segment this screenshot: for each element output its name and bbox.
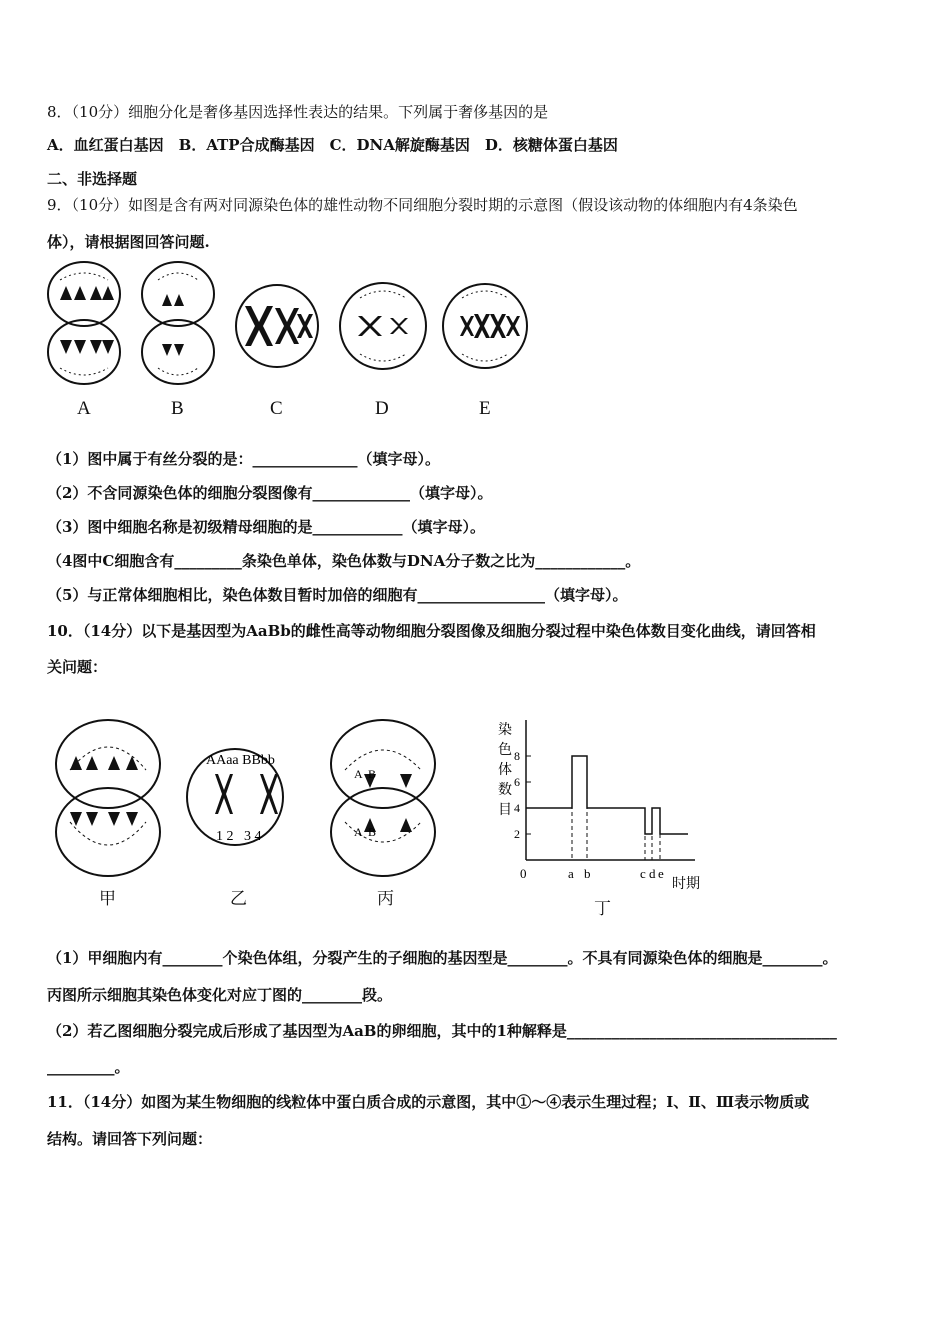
q8-stem: 8．（10分）细胞分化是奢侈基因选择性表达的结果。下列属于奢侈基因的是 (47, 103, 549, 121)
chart-x-label: d (649, 866, 656, 881)
q9-sub2: （2）不含同源染色体的细胞分裂图像有_____________（填字母）。 (47, 484, 493, 502)
q10-sub2-line1: （2）若乙图细胞分裂完成后形成了基因型为AaB的卵细胞，其中的1种解释是____________________________________ (47, 1022, 837, 1040)
q8-options: A．血红蛋白基因 B．ATP合成酶基因 C．DNA解旋酶基因 D．核糖体蛋白基因 (47, 136, 618, 154)
q10-fig-label-yi: 乙 (230, 889, 247, 908)
q11-stem-line2: 结构。请回答下列问题： (47, 1130, 213, 1148)
q9-sub1: （1）图中属于有丝分裂的是：______________（填字母）。 (47, 450, 440, 468)
q10-stem-line1: 10．（14分）以下是基因型为AaBb的雌性高等动物细胞分裂图像及细胞分裂过程中染色体数目变化曲线，请回答相 (47, 622, 816, 640)
chart-x-title: 时期 (672, 876, 700, 892)
q10-sub1-line1: （1）甲细胞内有________个染色体组，分裂产生的子细胞的基因型是________。不具有同源染色体的细胞是________。 (47, 949, 838, 967)
q10-chromosome-chart (490, 712, 720, 897)
q9-sub5: （5）与正常体细胞相比，染色体数目暂时加倍的细胞有_________________（填字母）。 (47, 586, 628, 604)
q9-fig-label-c: C (270, 398, 283, 419)
chart-x-label: e (658, 866, 664, 881)
chart-x-label: c (640, 866, 646, 881)
q10-cell-figure (50, 712, 450, 882)
q9-sub3: （3）图中细胞名称是初级精母细胞的是____________（填字母）。 (47, 518, 485, 536)
chart-y-tick-label: 4 (514, 801, 520, 815)
q9-fig-label-b: B (171, 398, 184, 419)
svg-text:体: 体 (498, 762, 512, 778)
chart-series-line (526, 756, 688, 834)
chart-y-tick-label: 8 (514, 749, 520, 763)
q10-fig-label-bing: 丙 (377, 889, 394, 908)
q10-sub1-line2: 丙图所示细胞其染色体变化对应丁图的________段。 (47, 986, 393, 1004)
q9-sub4: （4图中C细胞含有_________条染色单体，染色体数与DNA分子数之比为____________。 (47, 552, 641, 570)
q10-fig-label-jia: 甲 (99, 889, 116, 908)
chart-x-label: a (568, 866, 574, 881)
q10-bing-bottom: A B (354, 825, 377, 839)
q9-fig-label-e: E (479, 398, 491, 419)
chart-x-label: 0 (520, 866, 527, 881)
q10-bing-top: A B (354, 767, 377, 781)
q10-yi-numbers: 1 2 3 4 (216, 829, 262, 844)
q10-yi-genes: AAaa BBbb (206, 753, 275, 768)
q10-sub2-line2: _________。 (47, 1058, 130, 1076)
q9-fig-label-d: D (375, 398, 389, 419)
chart-y-tick-label: 2 (514, 827, 520, 841)
q9-cell-figure (40, 258, 540, 398)
svg-text:染: 染 (498, 722, 512, 738)
svg-text:色: 色 (498, 742, 512, 758)
chart-x-label: b (584, 866, 591, 881)
chart-ylabel (498, 721, 512, 818)
q9-stem-line2: 体），请根据图回答问题. (47, 233, 210, 251)
q10-stem-line2: 关问题： (47, 658, 108, 676)
q9-fig-label-a: A (77, 398, 91, 419)
section-heading: 二、非选择题 (47, 170, 138, 188)
svg-text:数: 数 (498, 782, 512, 798)
q11-stem-line1: 11．（14分）如图为某生物细胞的线粒体中蛋白质合成的示意图，其中①～④表示生理过程；Ⅰ、Ⅱ、Ⅲ表示物质或 (47, 1093, 810, 1111)
q9-stem-line1: 9．（10分）如图是含有两对同源染色体的雄性动物不同细胞分裂时期的示意图（假设该动物的体细胞内有4条染色 (47, 196, 798, 214)
chart-y-tick-label: 6 (514, 775, 520, 789)
q10-fig-label-ding: 丁 (594, 899, 611, 918)
svg-text:目: 目 (498, 802, 512, 818)
